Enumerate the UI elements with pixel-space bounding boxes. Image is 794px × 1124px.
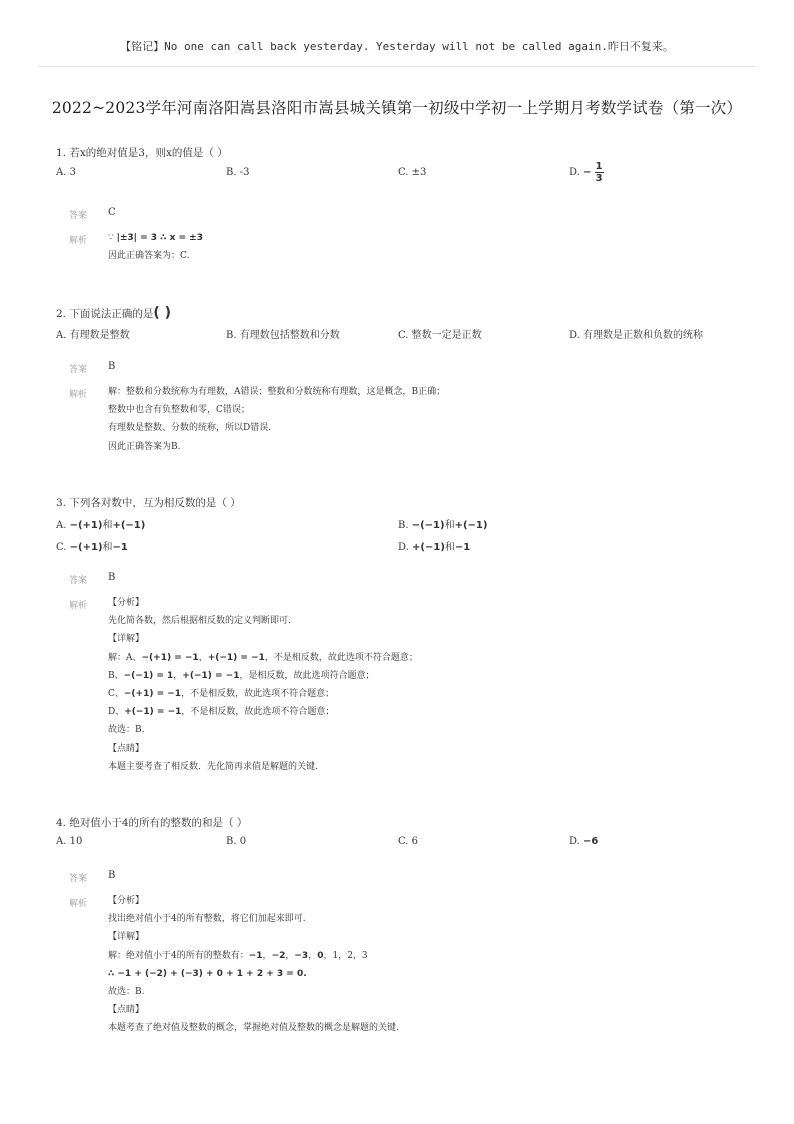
explanation-line: 【详解】 <box>108 634 145 645</box>
question-stem: 4. 绝对值小于4的所有的整数的和是（ ） <box>56 817 248 829</box>
explanation-line: 有理数是整数、分数的统称，所以D错误. <box>108 423 272 434</box>
answer-label: 答案 <box>69 874 88 884</box>
explanation <box>108 892 399 1038</box>
explanation-line: 【详解】 <box>108 932 145 943</box>
answer-blank: ( ) <box>153 305 172 321</box>
question-stem: 3. 下列各对数中，互为相反数的是（ ） <box>56 497 241 509</box>
option-label: D. <box>569 167 584 178</box>
answer-value: B <box>108 361 116 372</box>
option-a: A. 10 <box>56 836 83 847</box>
option-b: B. 0 <box>226 836 247 847</box>
explanation-line: 本题考查了绝对值及整数的概念，掌握绝对值及整数的概念是解题的关键. <box>108 1023 399 1034</box>
question-stem: 1. 若x的绝对值是3，则x的值是（ ） <box>56 147 228 159</box>
explanation-line: D、+(−1) = −1，不是相反数，故此选项不符合题意； <box>108 707 335 718</box>
explanation-line: B、−(−1) = 1，+(−1) = −1，是相反数，故此选项符合题意； <box>108 670 375 681</box>
explanation <box>108 229 203 265</box>
explanation-line: C、−(+1) = −1，不是相反数，故此选项不符合题意； <box>108 688 335 699</box>
math-expression: |±3| = 3 ∴ x = ±3 <box>116 233 203 243</box>
explanation-line: 找出绝对值小于4的所有整数，将它们加起来即可. <box>108 914 306 925</box>
explanation <box>108 594 418 776</box>
option-c: C. ±3 <box>398 167 427 178</box>
explain-label: 解析 <box>69 601 88 611</box>
option-d: D. +(−1)和−1 <box>398 542 471 553</box>
answer-value: B <box>108 870 116 881</box>
option-b: B. -3 <box>226 167 250 178</box>
explanation-line: 整数中也含有负整数和零，C错误； <box>108 405 250 416</box>
explanation-line: 【点睛】 <box>108 743 145 754</box>
explain-label: 解析 <box>69 899 88 909</box>
header-divider <box>38 66 756 67</box>
explanation-line: 解：绝对值小于4的所有的整数有：−1，−2，−3，0，1，2，3 <box>108 950 368 961</box>
answer-label: 答案 <box>69 211 88 221</box>
option-d: D. −6 <box>569 836 599 847</box>
option-a: A. −(+1)和+(−1) <box>56 520 146 531</box>
fraction-denominator: 3 <box>595 173 603 184</box>
answer-value: C <box>108 207 116 218</box>
explanation-line: 解：整数和分数统称为有理数，A错误；整数和分数统称有理数，这是概念，B正确； <box>108 387 446 397</box>
fraction-numerator: 1 <box>595 161 603 172</box>
option-c: C. −(+1)和−1 <box>56 542 128 553</box>
option-c: C. 整数一定是正数 <box>398 330 482 341</box>
option-d: D. 有理数是正数和负数的统称 <box>569 330 704 341</box>
explanation-line: ∴ −1 + (−2) + (−3) + 0 + 1 + 2 + 3 = 0. <box>108 968 307 979</box>
fraction <box>595 161 604 184</box>
explanation-line: ∵ |±3| = 3 ∴ x = ±3 <box>108 233 203 243</box>
option-b: B. 有理数包括整数和分数 <box>226 330 340 341</box>
option-d <box>569 161 604 184</box>
motto: 【铭记】No one can call back yesterday. Yesterday will not be called again.昨日不复来。 <box>120 40 674 53</box>
answer-label: 答案 <box>69 365 88 375</box>
option-b: B. −(−1)和+(−1) <box>398 520 488 531</box>
explain-label: 解析 <box>69 390 88 400</box>
page-title: 2022~2023学年河南洛阳嵩县洛阳市嵩县城关镇第一初级中学初一上学期月考数学试卷（第一次） <box>51 99 743 117</box>
math-expression: −6 <box>583 836 599 847</box>
explanation-line: 【点睛】 <box>108 1005 145 1016</box>
explanation-line: 解：A、−(+1) = −1，+(−1) = −1，不是相反数，故此选项不符合题意； <box>108 652 418 663</box>
minus-sign: − <box>583 167 592 178</box>
option-c: C. 6 <box>398 836 419 847</box>
explanation-line: 故选：B. <box>108 986 145 997</box>
answer-value: B <box>108 572 116 583</box>
explanation-line: 因此正确答案为：C. <box>108 251 190 262</box>
option-a: A. 3 <box>56 167 76 178</box>
explanation-line: 本题主要考查了相反数．先化简再求值是解题的关键. <box>108 761 318 772</box>
answer-label: 答案 <box>69 576 88 586</box>
option-a: A. 有理数是整数 <box>56 330 130 341</box>
question-stem: 2. 下面说法正确的是( ) <box>56 305 172 321</box>
explanation <box>108 383 445 456</box>
explain-label: 解析 <box>69 236 88 246</box>
explanation-line: 先化简各数，然后根据相反数的定义判断即可. <box>108 616 291 627</box>
explanation-line: 故选：B. <box>108 725 145 736</box>
explanation-line: 【分析】 <box>108 598 145 608</box>
explanation-line: 【分析】 <box>108 896 145 906</box>
explanation-line: 因此正确答案为B. <box>108 441 181 452</box>
